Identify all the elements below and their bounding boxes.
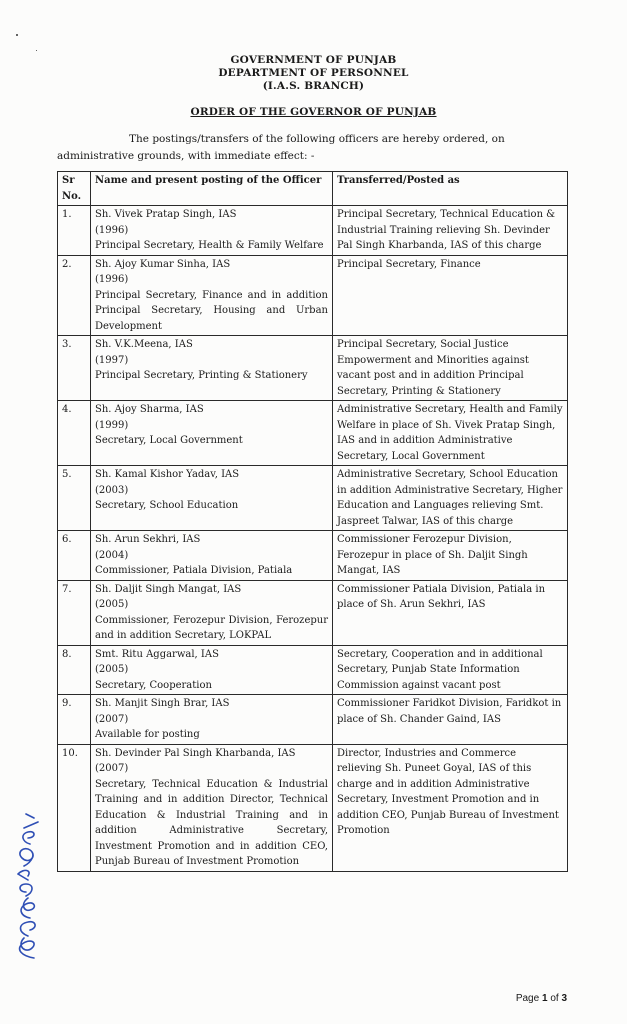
table-row xyxy=(58,255,568,336)
scan-speck xyxy=(36,50,37,51)
row-sr-no: 6. xyxy=(58,531,91,581)
officer-batch: (2005) xyxy=(95,664,129,675)
officer-batch: (2003) xyxy=(95,484,129,496)
row-transferred-posted: Secretary, Cooperation and in additional Secretary, Punjab State Information Commission against vacant post xyxy=(333,645,568,695)
table-row xyxy=(58,336,568,401)
row-sr-no: 10. xyxy=(58,744,91,871)
table-row xyxy=(58,695,568,745)
officer-name: Sh. Ajoy Kumar Sinha, IAS xyxy=(95,258,231,270)
row-officer-cell xyxy=(91,744,333,871)
officer-present-posting: Available for posting xyxy=(95,729,200,740)
page-number xyxy=(516,993,567,1004)
row-transferred-posted: Commissioner Patiala Division, Patiala in place of Sh. Arun Sekhri, IAS xyxy=(333,580,568,645)
row-transferred-posted: Director, Industries and Commerce relieving Sh. Puneet Goyal, IAS of this charge and in addition Administrative Secretary, Investment Promotion and in addition CEO, Punjab Bureau of Investment Promotion xyxy=(333,744,568,871)
officer-present-posting: Secretary, Cooperation xyxy=(95,679,212,691)
row-officer-cell xyxy=(91,695,333,745)
order-title: ORDER OF THE GOVERNOR OF PUNJAB xyxy=(190,106,437,118)
officer-present-posting: Commissioner, Patiala Division, Patiala xyxy=(95,565,293,576)
row-officer-cell xyxy=(91,531,333,581)
row-sr-no: 3. xyxy=(58,336,91,401)
header-government: GOVERNMENT OF PUNJAB xyxy=(230,54,397,66)
table-body xyxy=(58,206,568,872)
table-row xyxy=(58,206,568,256)
row-sr-no: 8. xyxy=(58,645,91,695)
officer-present-posting: Secretary, Local Government xyxy=(95,435,243,446)
row-officer-cell xyxy=(91,580,333,645)
intro-line-2: administrative grounds, with immediate effect: - xyxy=(57,150,315,162)
officer-name: Sh. Vivek Pratap Singh, IAS xyxy=(95,209,237,220)
officer-batch: (2005) xyxy=(95,599,129,610)
officer-present-posting: Secretary, School Education xyxy=(95,500,239,511)
officer-batch: (2007) xyxy=(95,763,129,774)
header-department: DEPARTMENT OF PERSONNEL xyxy=(218,67,409,79)
officer-present-posting: Commissioner, Ferozepur Division, Ferozepur and in addition Secretary, LOKPAL xyxy=(95,614,328,641)
handwritten-signature xyxy=(4,808,48,968)
row-officer-cell xyxy=(91,401,333,466)
officer-name: Sh. V.K.Meena, IAS xyxy=(95,339,193,350)
officer-present-posting: Principal Secretary, Finance and in addition Principal Secretary, Housing and Urban Development xyxy=(95,289,328,332)
officer-batch: (1996) xyxy=(95,224,129,236)
table-row xyxy=(58,645,568,695)
officer-name: Smt. Ritu Aggarwal, IAS xyxy=(95,648,219,660)
row-officer-cell xyxy=(91,466,333,531)
officer-batch: (1999) xyxy=(95,419,129,431)
officer-name: Sh. Ajoy Sharma, IAS xyxy=(95,404,204,415)
table-row xyxy=(58,580,568,645)
officer-batch: (2004) xyxy=(95,549,129,561)
officer-present-posting: Secretary, Technical Education & Industrial Training and in addition Director, Technical Education & Industrial Training and in addition Administrative Secretary, Investment Promotion and in addition CEO, Punjab Bureau of Investment Promotion xyxy=(95,778,328,867)
officer-present-posting: Principal Secretary, Health & Family Welfare xyxy=(95,240,324,251)
intro-paragraph xyxy=(57,131,567,165)
document-header xyxy=(0,54,627,93)
intro-line-1: The postings/transfers of the following officers are hereby ordered, on xyxy=(129,133,505,145)
table-header-row xyxy=(58,172,568,206)
row-officer-cell xyxy=(91,645,333,695)
officer-batch: (1997) xyxy=(95,354,129,366)
header-branch: (I.A.S. BRANCH) xyxy=(262,80,365,92)
row-transferred-posted: Principal Secretary, Technical Education & Industrial Training relieving Sh. Devinder Pal Singh Kharbanda, IAS of this charge xyxy=(333,206,568,256)
officer-name: Sh. Daljit Singh Mangat, IAS xyxy=(95,583,242,595)
officer-name: Sh. Arun Sekhri, IAS xyxy=(95,534,201,545)
row-transferred-posted: Administrative Secretary, School Education in addition Administrative Secretary, Higher Education and Languages relieving Smt. Jaspreet Talwar, IAS of this charge xyxy=(333,466,568,531)
row-officer-cell xyxy=(91,255,333,336)
row-sr-no: 5. xyxy=(58,466,91,531)
page-total: 3 xyxy=(561,993,567,1004)
row-sr-no: 7. xyxy=(58,580,91,645)
row-transferred-posted: Administrative Secretary, Health and Family Welfare in place of Sh. Vivek Pratap Singh, IAS and in addition Administrative Secretary, Local Government xyxy=(333,401,568,466)
header-sr-no: Sr No. xyxy=(58,172,91,206)
table-row xyxy=(58,466,568,531)
header-name-posting: Name and present posting of the Officer xyxy=(91,172,333,206)
row-sr-no: 1. xyxy=(58,206,91,256)
row-transferred-posted: Principal Secretary, Social Justice Empowerment and Minorities against vacant post and in addition Principal Secretary, Printing & Stationery xyxy=(333,336,568,401)
row-sr-no: 4. xyxy=(58,401,91,466)
officer-name: Sh. Kamal Kishor Yadav, IAS xyxy=(95,469,240,480)
transfer-orders-table xyxy=(57,171,568,872)
officer-batch: (2007) xyxy=(95,713,129,725)
row-officer-cell xyxy=(91,336,333,401)
officer-name: Sh. Devinder Pal Singh Kharbanda, IAS xyxy=(95,747,296,759)
table-row xyxy=(58,744,568,871)
row-sr-no: 2. xyxy=(58,255,91,336)
page-of: of xyxy=(550,993,559,1004)
table-row xyxy=(58,531,568,581)
row-sr-no: 9. xyxy=(58,695,91,745)
officer-present-posting: Principal Secretary, Printing & Stationery xyxy=(95,370,308,381)
row-transferred-posted: Commissioner Ferozepur Division, Ferozepur in place of Sh. Daljit Singh Mangat, IAS xyxy=(333,531,568,581)
scan-speck xyxy=(16,34,18,36)
officer-name: Sh. Manjit Singh Brar, IAS xyxy=(95,698,230,709)
row-transferred-posted: Commissioner Faridkot Division, Faridkot in place of Sh. Chander Gaind, IAS xyxy=(333,695,568,745)
header-transferred-posted: Transferred/Posted as xyxy=(333,172,568,206)
table-row xyxy=(58,401,568,466)
row-transferred-posted: Principal Secretary, Finance xyxy=(333,255,568,336)
page-current: 1 xyxy=(541,993,548,1004)
officer-batch: (1996) xyxy=(95,274,129,285)
page-label: Page xyxy=(515,993,540,1004)
row-officer-cell xyxy=(91,206,333,256)
